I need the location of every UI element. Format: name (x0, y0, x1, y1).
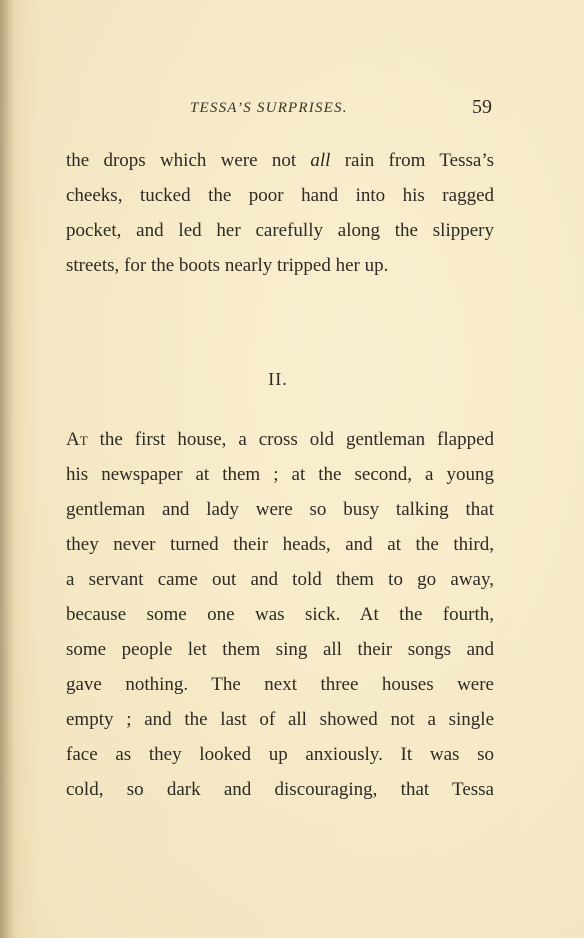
section-number: II. (268, 369, 288, 389)
text-line (66, 143, 494, 178)
text-line: they never turned their heads, and at the third, (66, 534, 494, 555)
gutter-shadow (0, 0, 14, 938)
opening-small-caps: At (66, 429, 88, 450)
paragraph-1 (66, 143, 494, 283)
running-title: TESSA’S SURPRISES. (190, 100, 348, 116)
text-line: cheeks, tucked the poor hand into his ragged (66, 185, 494, 206)
italic-word: all (310, 150, 331, 171)
text-line: his newspaper at them ; at the second, a young (66, 464, 494, 485)
text-line: pocket, and led her carefully along the slippery (66, 220, 494, 241)
text-line: a servant came out and told them to go away, (66, 569, 494, 590)
text-line: empty ; and the last of all showed not a single (66, 709, 494, 730)
text-line: some people let them sing all their songs and (66, 639, 494, 660)
page-number: 59 (472, 96, 492, 118)
text-line: gentleman and lady were so busy talking that (66, 499, 494, 520)
text-line: face as they looked up anxiously. It was so (66, 744, 494, 765)
text-fragment: the drops which were not (66, 150, 311, 171)
paragraph-2 (66, 422, 494, 807)
text-line (66, 422, 494, 457)
text-line: cold, so dark and discouraging, that Tessa (66, 779, 494, 800)
running-head (0, 96, 584, 124)
text-line: gave nothing. The next three houses were (66, 674, 494, 695)
text-fragment: rain from Tessa’s (330, 150, 494, 171)
text-fragment: the first house, a cross old gentleman flapped (87, 429, 494, 450)
text-line: because some one was sick. At the fourth, (66, 604, 494, 625)
section-heading (0, 369, 584, 390)
text-line: streets, for the boots nearly tripped her up. (66, 255, 389, 276)
